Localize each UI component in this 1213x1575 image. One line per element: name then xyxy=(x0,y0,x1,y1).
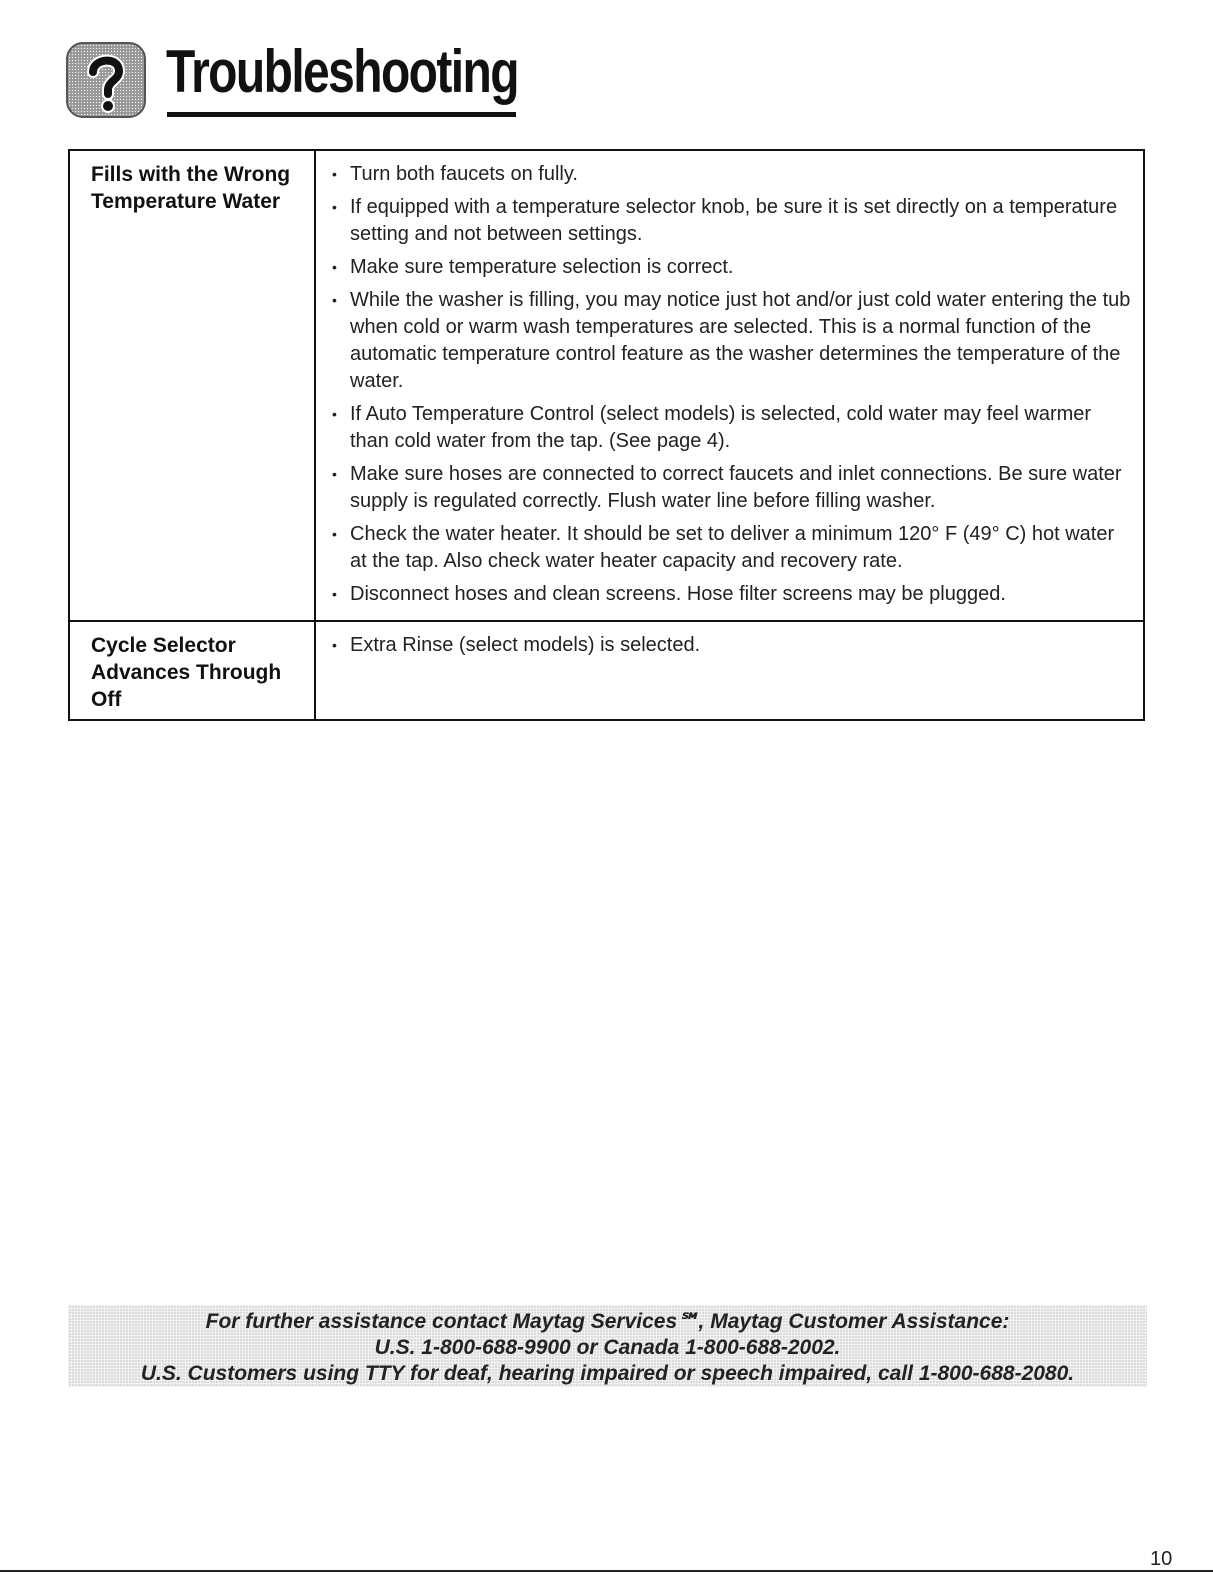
bottom-rule xyxy=(0,1570,1213,1572)
problem-cell xyxy=(69,150,315,621)
list-item: • Extra Rinse (select models) is selected. xyxy=(328,632,1131,659)
list-item: • Make sure hoses are connected to correct faucets and inlet connections. Be sure water supply is regulated correctly. Flush water line before filling washer. xyxy=(328,461,1131,515)
table-row xyxy=(69,621,1144,720)
list-item: • If Auto Temperature Control (select models) is selected, cold water may feel warmer than cold water from the tap. (See page 4). xyxy=(328,401,1131,455)
page-title: Troubleshooting xyxy=(166,38,518,105)
list-item: • Turn both faucets on fully. xyxy=(328,161,1131,188)
title-underline xyxy=(167,112,516,117)
problem-title: Cycle Selector Advances Through Off xyxy=(91,634,282,711)
assistance-banner xyxy=(68,1305,1147,1387)
table-row xyxy=(69,150,1144,621)
assistance-phone-line: U.S. 1-800-688-9900 or Canada 1-800-688-2002. xyxy=(374,1336,841,1359)
problem-title: Fills with the Wrong Temperature Water xyxy=(91,163,291,213)
assistance-line: For further assistance contact Maytag Services℠, Maytag Customer Assistance: xyxy=(205,1310,1010,1333)
problem-cell xyxy=(69,621,315,720)
list-item: • Check the water heater. It should be set to deliver a minimum 120° F (49° C) hot water at the tap. Also check water heater capacity and recovery rate. xyxy=(328,521,1131,575)
troubleshooting-table xyxy=(68,149,1145,721)
solution-list xyxy=(328,632,1131,659)
assistance-tty-line: U.S. Customers using TTY for deaf, hearing impaired or speech impaired, call 1-800-688-2080. xyxy=(140,1362,1075,1385)
question-mark-icon xyxy=(66,42,146,118)
list-item: • Disconnect hoses and clean screens. Hose filter screens may be plugged. xyxy=(328,581,1131,608)
list-item: • While the washer is filling, you may notice just hot and/or just cold water entering the tub when cold or warm wash temperatures are selected. This is a normal function of the automatic temperature control feature as the washer determines the temperature of the water. xyxy=(328,287,1131,395)
solution-list xyxy=(328,161,1131,608)
solution-cell xyxy=(315,150,1144,621)
page-number: 10 xyxy=(1150,1548,1173,1570)
list-item: • If equipped with a temperature selector knob, be sure it is set directly on a temperature setting and not between settings. xyxy=(328,194,1131,248)
list-item: • Make sure temperature selection is correct. xyxy=(328,254,1131,281)
solution-cell xyxy=(315,621,1144,720)
